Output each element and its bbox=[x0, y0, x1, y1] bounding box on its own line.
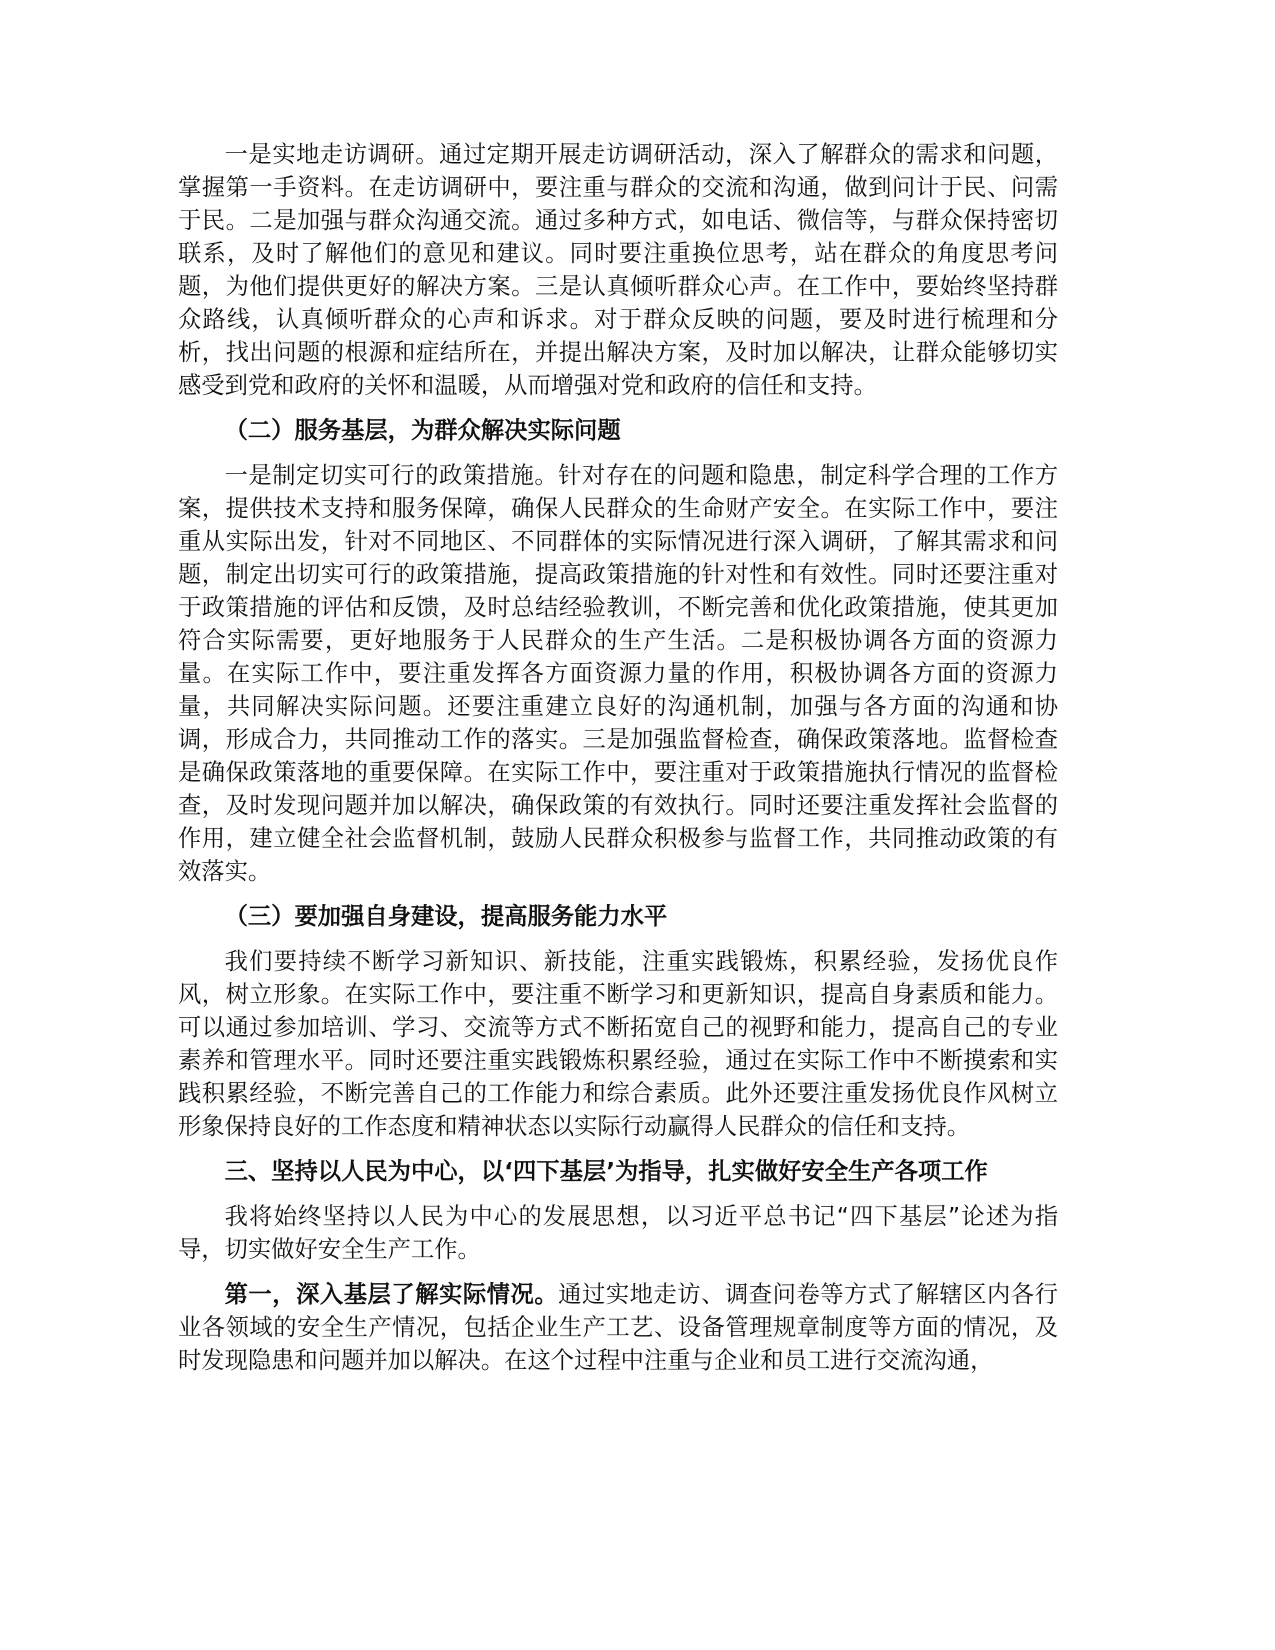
paragraph-policy-measures: 一是制定切实可行的政策措施。针对存在的问题和隐患，制定科学合理的工作方案，提供技术支持和服务保障，确保人民群众的生命财产安全。在实际工作中，要注重从实际出发，针对不同地区、不同群体的实际情况进行深入调研，了解其需求和问题，制定出切实可行的政策措施，提高政策措施的针对性和有效性。同时还要注重对于政策措施的评估和反馈，及时总结经验教训，不断完善和优化政策措施，使其更加符合实际需要，更好地服务于人民群众的生产生活。二是积极协调各方面的资源力量。在实际工作中，要注重发挥各方面资源力量的作用，积极协调各方面的资源力量，共同解决实际问题。还要注重建立良好的沟通机制，加强与各方面的沟通和协调，形成合力，共同推动工作的落实。三是加强监督检查，确保政策落地。监督检查是确保政策落地的重要保障。在实际工作中，要注重对于政策措施执行情况的监督检查，及时发现问题并加以解决，确保政策的有效执行。同时还要注重发挥社会监督的作用，建立健全社会监督机制，鼓励人民群众积极参与监督工作，共同推动政策的有效落实。 bbox=[178, 462, 1058, 885]
paragraph-first-point bbox=[178, 1278, 1058, 1377]
paragraph-continuous-learning: 我们要持续不断学习新知识、新技能，注重实践锻炼，积累经验，发扬优良作风，树立形象。在实际工作中，要注重不断学习和更新知识，提高自身素质和能力。可以通过参加培训、学习、交流等方式不断拓宽自己的视野和能力，提高自己的专业素养和管理水平。同时还要注重实践锻炼积累经验，通过在实际工作中不断摸索和实践积累经验，不断完善自己的工作能力和综合素质。此外还要注重发扬优良作风树立形象保持良好的工作态度和精神状态以实际行动赢得人民群众的信任和支持。 bbox=[178, 948, 1058, 1140]
chapter-heading-people-centered: 三、坚持以人民为中心，以‘四下基层’为指导，扎实做好安全生产各项工作 bbox=[224, 1158, 988, 1185]
paragraph-safety-commitment: 我将始终坚持以人民为中心的发展思想，以习近平总书记“四下基层”论述为指导，切实做好安全生产工作。 bbox=[178, 1203, 1058, 1263]
section-heading-self-building: （三）要加强自身建设，提高服务能力水平 bbox=[224, 903, 668, 930]
first-point-lead: 第一，深入基层了解实际情况。 bbox=[224, 1281, 559, 1308]
paragraph-outreach-methods: 一是实地走访调研。通过定期开展走访调研活动，深入了解群众的需求和问题，掌握第一手资料。在走访调研中，要注重与群众的交流和沟通，做到问计于民、问需于民。二是加强与群众沟通交流。通过多种方式，如电话、微信等，与群众保持密切联系，及时了解他们的意见和建议。同时要注重换位思考，站在群众的角度思考问题，为他们提供更好的解决方案。三是认真倾听群众心声。在工作中，要始终坚持群众路线，认真倾听群众的心声和诉求。对于群众反映的问题，要及时进行梳理和分析，找出问题的根源和症结所在，并提出解决方案，及时加以解决，让群众能够切实感受到党和政府的关怀和温暖，从而增强对党和政府的信任和支持。 bbox=[178, 141, 1058, 399]
document-page bbox=[178, 138, 1058, 1389]
first-point-body: 通过实地走访、调查问卷等方式了解辖区内各行业各领域的安全生产情况，包括企业生产工艺、设备管理规章制度等方面的情况，及时发现隐患和问题并加以解决。在这个过程中注重与企业和员工进行交流沟通， bbox=[178, 1281, 1059, 1374]
section-heading-serve-grassroots: （二）服务基层，为群众解决实际问题 bbox=[224, 417, 621, 444]
